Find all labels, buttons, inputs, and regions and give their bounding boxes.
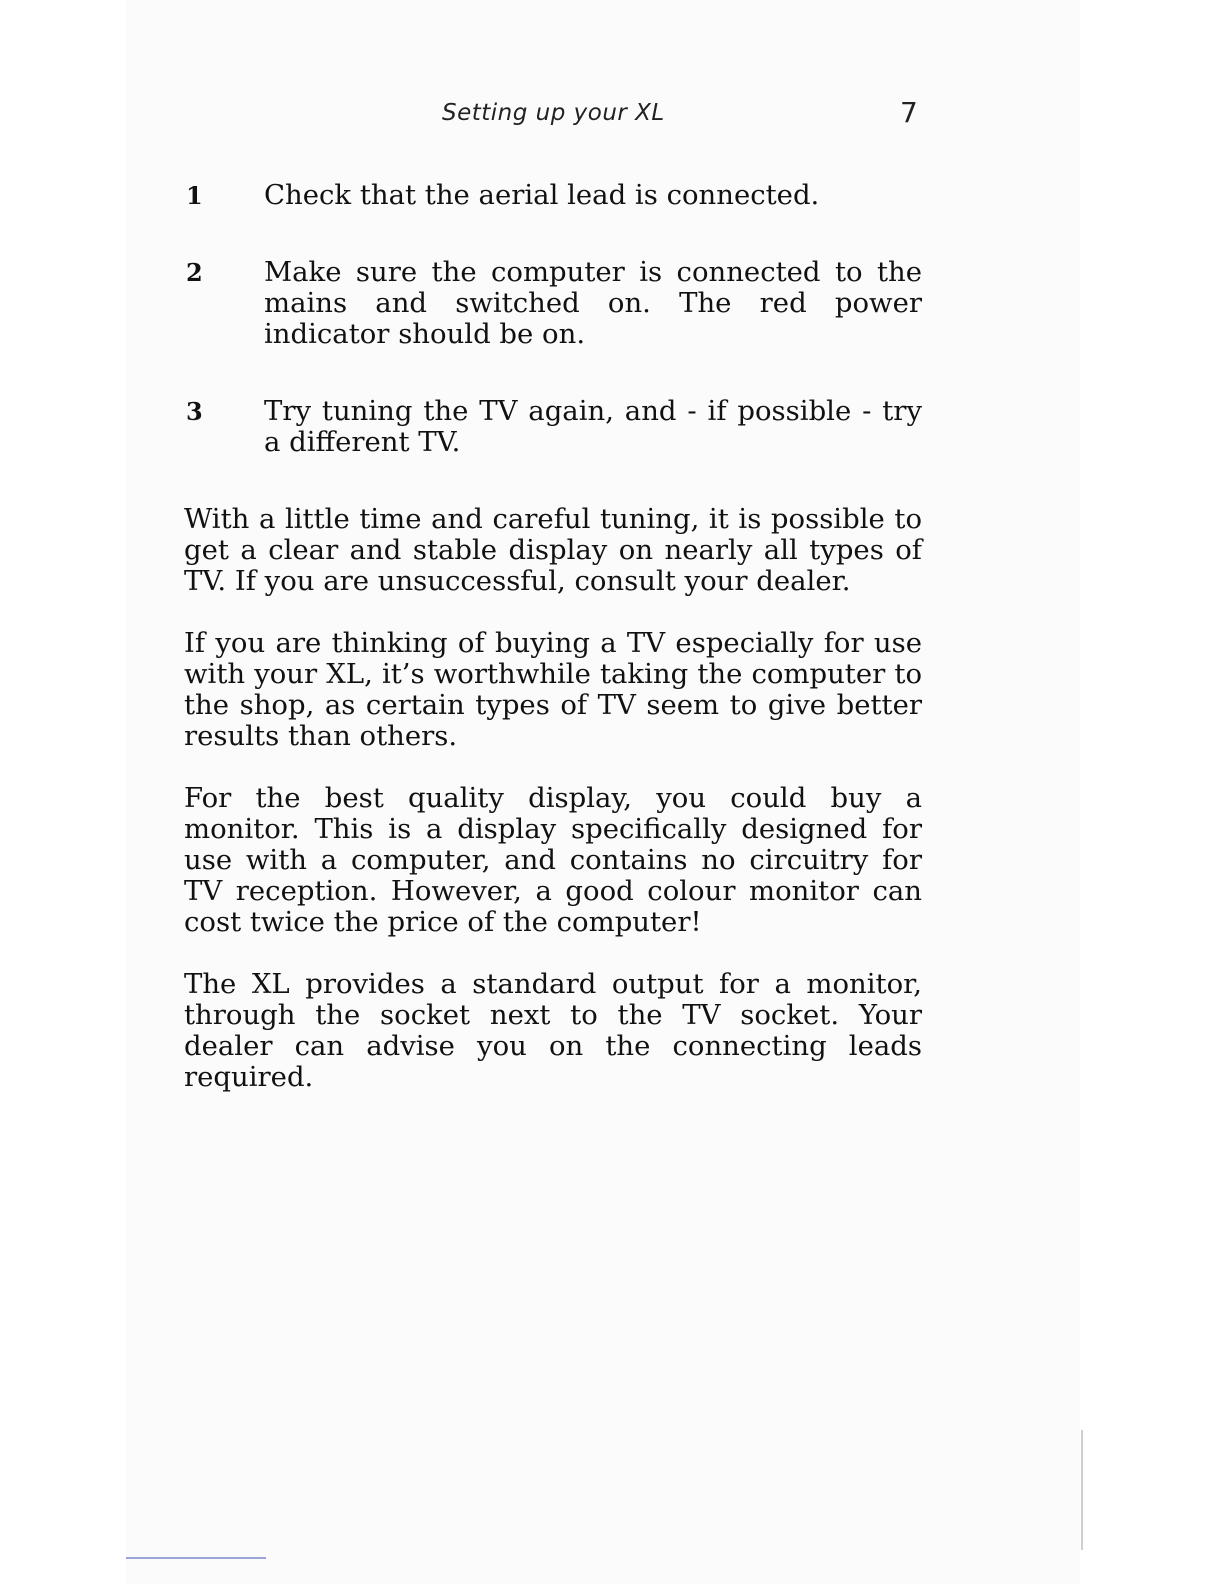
step-number: 1	[186, 181, 203, 210]
step-item	[184, 257, 922, 350]
step-number: 2	[186, 258, 203, 287]
step-text: Make sure the computer is connected to the mains and switched on. The red power indicator should be on.	[264, 256, 922, 350]
left-margin	[0, 0, 126, 1584]
step-text: Check that the aerial lead is connected.	[264, 179, 820, 211]
body-paragraph: The XL provides a standard output for a monitor, through the socket next to the TV socket. Your dealer can advise you on the connecting leads required.	[184, 968, 922, 1093]
body-paragraph: For the best quality display, you could buy a monitor. This is a display specifically designed for use with a computer, and contains no circuitry for TV reception. However, a good colour monitor can cost twice the price of the computer!	[184, 782, 922, 938]
page-number: 7	[900, 96, 918, 129]
body-paragraph: If you are thinking of buying a TV especially for use with your XL, it’s worthwhile taking the computer to the shop, as certain types of TV seem to give better results than others.	[184, 627, 922, 752]
step-text: Try tuning the TV again, and - if possible - try a different TV.	[264, 395, 922, 458]
page-body	[184, 180, 922, 1124]
scan-edge-mark	[126, 1557, 266, 1559]
step-item	[184, 180, 922, 211]
scan-edge-mark	[1081, 1430, 1083, 1550]
step-number: 3	[186, 397, 203, 426]
running-head: Setting up your XL	[442, 100, 665, 126]
body-paragraph: With a little time and careful tuning, it is possible to get a clear and stable display on nearly all types of TV. If you are unsuccessful, consult your dealer.	[184, 503, 922, 597]
step-item	[184, 396, 922, 458]
